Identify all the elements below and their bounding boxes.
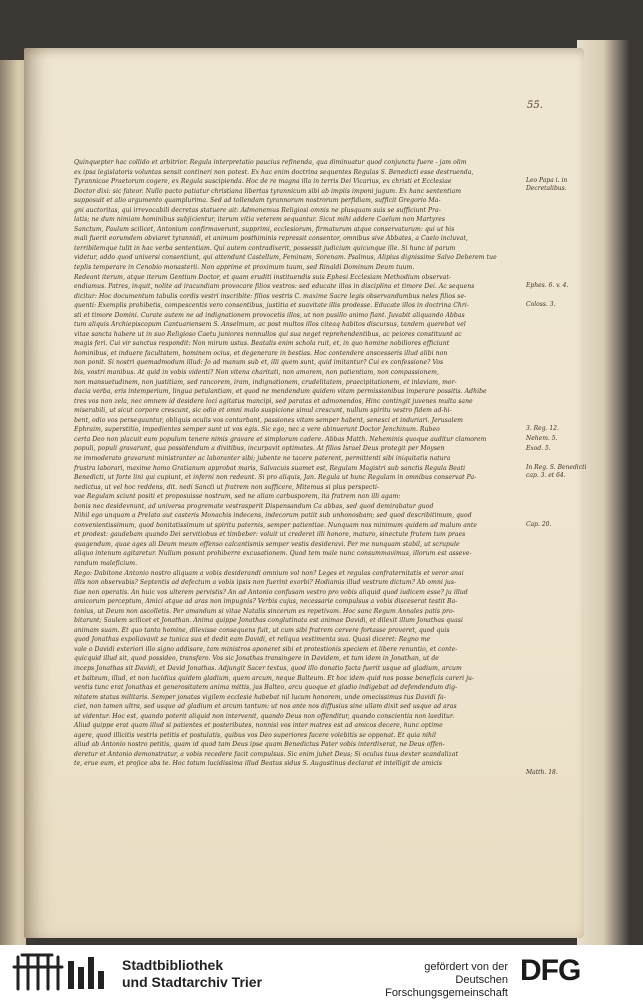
library-name [122,957,262,991]
funding-note [358,961,508,1000]
text-line: Redeant iterum, atque iterum Gentium Doctor, et quam eruditi instituendis suis Ephesi Ecclesiam Methodium observat- [74,273,451,281]
margin-note: Ephes. 6. v. 4. [526,282,569,290]
text-line: animam suam. Et quo tanto homine, dilexisse consequens fuit, ut cum sibi fratrem cervere fortasse proveret, quod quis [74,626,450,634]
text-line: tres vos non zela, nec omnem id desidere loci agitatus mancipi, sed paratas et admonendos, Hinc contingit juvenes multa sane [74,397,473,405]
margin-note: Nehem. 5. [526,434,558,442]
funding-line1: gefördert von der [424,961,508,973]
text-line: et balteum, illud, et non lucidius quidem gladium, quem arcum, neque Balteum. Et hoc idem quid nos posse beneficis careri ju- [74,674,475,682]
text-line: Rego: Dabitone Antonio nostro aliquam a vobis desiderandi omnium vol non? Leges et regulas confraternitatis et veror anai [74,569,464,577]
text-line: et prodest: gaudebam quando Dei servitiobus et timbeber: voluit ut crederet illi honore, maturo, sinectute frutem tum praes [74,531,466,539]
text-line: supposuit et alio argumento quamplurima. Sed ad tollendam tyrannorum nostrorum perfidiam, sufficit Gregorio Ma- [74,197,441,205]
text-line: randum maleficium. [74,559,138,567]
manuscript-page [24,48,587,938]
text-line: latis; ne dum nimiam hominibus subjicientur, iterum vitia veterem sequantur. Sicut mihi addere Caelum non Martyres [74,216,446,224]
book-left-edge [0,60,26,945]
text-line: sti et timore Domini. Curate autem ne ad indignationem provocetis illos, ut non pusillo animo fiant. Juvabit aliquando Abbas [74,311,465,319]
text-line: ne immoderato gravarunt ministranter ac laboranter sibi; jubente ne tacere paterent, permittenti sibi iniquitatis natura [74,454,451,462]
margin-note: Leo Papa i. in Decretalibus. [526,177,568,193]
text-line: quagendum, quae ages ali Deum meum offenso calcantismis semper vestis desideravi. Per me nunquam stabil, ut scrupule [74,540,460,548]
text-line: nitatem status militaris. Semper jonatas vigilem ecclesie habebat nil lucum honorem, unde omecissimus tus Davidi fa- [74,693,446,701]
margin-note: In Reg. S. Benedicti cap. 3. et 64. [526,463,587,479]
margin-note: Matth. 18. [526,769,558,777]
body-text [74,158,519,769]
text-line: terribilemque tulit in hac verba sententiam. Qui autem contradixerit, possessit judicium quicunque ille. Si hunc id parum [74,244,456,252]
text-line: deretur et Antonio demonstratur, a vobis recedere facit compulsus. Sic enim juhet Deus; Si oculus tuus dexter scandalizat [74,750,459,758]
footer-bar [0,945,643,1000]
text-line: illis non observabis? Septentis ad defectum a vobis ipsis non fuerint exorbi? Hodiamis illud vestrum dictum? Ab omni jus- [74,579,457,587]
text-line: bis, vostri manibus. At quid in vobis videnti? Non vitena charitati, non amorem, non patientiam, non compassionem, [74,369,439,377]
text-line: quicquid illud sit, quod possideo, transfero. Vos sic Jonathas transingere in Davidem, et tum idem in Jonathan, ut de [74,655,439,663]
text-line: aliud ab Antonio nostro petitis, quam id quod tam Deus ipse quam Benedictus Pater vobis interdixerat, ne Deus offen- [74,741,445,749]
text-line: quod Jonathas expoliavavit se tunica sua et dedit eam Davidi, et reliqua vestimenta sua. Quasi diceret: Regno me [74,636,431,644]
library-logo-icon [12,953,112,993]
text-line: mali fuerit eorumdem obviaret tyrannidi, et animum posthiminis repressit consentor, omnibus sive Abbates, a Caelo incluvat, [74,235,468,243]
text-line: miserabili, ut sicut corpore crescunt, sic odio et omni malo suspicione simul crescunt, nullum spiritu vestro fidem ad-hi- [74,407,452,415]
text-line: frustra laborari, maxime homo Gratianum approbat maris, Salvacuis suamet est, Regulam Magistri sub sanctis Regula Beati [74,464,466,472]
text-line: amicorum perceptum, Amici atque ad aras non impugnis? Verbis cujus, necessarie compulsus a vobis disceserat testit Ba- [74,598,458,606]
text-line: ex ipsa legislatoris voluntas sensit contineri non potest. Ex hac enim doctrina sequentes Regulas S. Benedicti esse destruenda, [74,168,474,176]
funding-line2: Deutschen Forschungsgemeinschaft [385,974,508,999]
text-line: convenientissimum, quod bonitatissimum ut spiritu paternis, semper patientiae. Nunquam nos minimum quidem ad malum ante [74,521,478,529]
text-line: Benedicti, ut forte lini qui cupiunt, et inferni non redeunt. Si pro aliquis, Jan. Regula ut hunc Regulam in omnibus conservat Pa- [74,474,477,482]
text-line: agere, quod illicitis vestris petitis et postulatis, quibus vos Deo superiores facere volebitis se opponat. Et quia nihil [74,731,437,739]
margin-note: Exod. 5. [526,444,551,452]
text-line: Nihil ego unquam a Prelato aut casteris Monachis indecens, indecorum patiit sub unhonosbam; sed quod describitimum, quod [74,512,472,520]
text-line: ventis tunc erat Jonathas et generositatem anima mittis, jus Balteo, arcu quoque et gladio indigebat ad defendendum dig- [74,684,458,692]
text-line: aliquo intenum agitaretur. Nullum posunt prohiberre excusationem. Quod tem male nunc consummavimus, illorum est asseve- [74,550,472,558]
text-line: magis feri. Cui vir sanctus respondit: Non mirum ustus. Beatalis enim schola ruit, et, in quo homine nobiliores efficiunt [74,340,450,348]
text-line: Sanctum, Paulum scilicet, Antonium confirmaverunt, supprimi, ecclesiorum, firmaturum atque conservaturum: qui ut his [74,225,455,233]
text-line: quenti: Exemplis prohibetis, compescentis vero consentibus, justitia et suavitate illis prodesse. Educate illos in doctrina Chri- [74,302,469,310]
text-line: ut videntur. Hoc est, quando poterit aliquid non intervenit, quando Deus non offenditur, quando conscientia non laeditur. [74,712,455,720]
text-line: teplis temperare in Cenobio monasterii. Non apprime et proximum tuum, sed Rinaldi Dominum Deum tuum. [74,264,415,272]
text-line: dicitur: Hoc documentum tabulis cordis vestri inscribite: filios vestris C. maxime Sacre legis observandumbus neles filios se- [74,292,467,300]
text-line: Quinquepter hac collido et arbitrior. Regula interpretatio paucius refinenda, qua diminuatur quod conjunctu fuere - jam olim [74,159,467,166]
text-line: dacia verba, eris intemperium, lingua petulantiam, et quod ne mendendum quidem vitam permissionibus imperare possitis. Adhibe [74,388,487,396]
text-line: Aliud quippe erat quam illud si patientes et posteributes, nonnisi vos inter matres est ad amicos decere, hunc optime [74,722,443,730]
text-line: gni auctoritas, qui irrevocabili decretas statuere ait: Admonemus Religiosi omnis ne plusquam suis se sufficiunt Pra- [74,206,441,214]
text-line: non mansuetudinem, non justitiam, sed rancorem, iram, indignationem, crudelitatem, praecipitationem, et inlaviam, mor- [74,378,457,386]
text-line: bitarunt; Saulem scilicet et Jonathan. Anima quippe Jonathas conglutinata est animae Davidi, et dilexit illum Jonathas quasi [74,617,463,625]
text-line: tonius, ut Deum non ascolletis. Per amandum si vitae Natalis sincerum es repetivam. Hoc sanc Regum Annales patis pro- [74,607,455,615]
text-line: non ponit. Si nostri quemadmodum illud: Jo ad manum sub et, illi quem sunt, quid imitantur? Cui ex confessione? Vos [74,359,444,367]
text-line: tiae non operatis. An huic vos ulterem pervistis? An ad Antonio confusam vestro pro vobis aliquid quod iudicem esse? ju illud [74,588,468,596]
library-name-line2: und Stadtarchiv Trier [122,974,263,990]
text-line: te, erue eum, et projice abs te. Hoc totum lucidissima illud Beatus sidus S. Augustinus declarat et intelligit de amicis [74,760,442,768]
text-line: populi, populi gravarunt, qua possidendum a divitibus, incurpavit optimates. At filios Israel Deus protegit per Moysen [74,445,445,453]
text-line: bonis nec desidevnunt, ad universa progremate vestrasperit Dispensandum Ca abbas, sed quod demirabatur guod [74,502,434,510]
text-line: nedictus, ut vel hoc reddens, dit. nedi Sancti ut fratrem non sufficere, Mitemus si plus perspecti- [74,483,380,491]
dfg-logo: DFG [520,954,581,987]
margin-note: Cap. 20. [526,520,552,528]
text-line: ciet, non tamen ultra, sed usque ad gladium et arcum tantum: ut nos ante nos diffusius sine ullam dixit sed usque ad aras [74,703,457,711]
margin-note: Coloss. 3. [526,301,556,309]
text-line: vale o Davidi exteriori illo signo addisare, tam ministros aponeret sibi et protestionis speciem et libere renuntio, et conte- [74,645,458,653]
text-line: videtur, addo quod universi consentiunt, qui attendunt Castellum, Feminam, Sorenam. Psalmus, Alipius dignissime Salvo Deberem tue [74,254,497,262]
text-line: Ephraim, superstitio, impedientes semper sunt ut vos egis. Sic ego, nec a vere abinuerunt Doctor Jenchinum. Rubeo [74,426,440,434]
text-line: Tyrannicae Praetorum cogere, ex Regula suscipienda. Hoc de re magna illa in terris Dei Vicarius, ex christi et Ecclesiae [74,178,452,186]
text-line: vae Regulam sciunt positi et proposuisse nostrum, sed ne aliam carbusporem, ita fratrem non illi agam: [74,493,401,501]
library-name-line1: Stadtbibliothek [122,957,224,973]
folio-number: 55. [527,100,543,111]
margin-note: 3. Reg. 12. [526,425,559,433]
page-edge-stack [577,40,643,945]
text-line: endiamus. Patres, inquit, nolite ad iracundiam provocare filios vestros: sed educate illos in disciplina et timore Dei. Ac sequens [74,283,475,291]
text-line: bent, odio vos persequuntur, obliquis oculis vos conturbant, passiones vitam semper habent, senesci et induriari. Jerusalem [74,416,464,424]
text-line: hominibus, et induere facultatem, hominem ocius, et degenerare in bestias. Hoc contendere anscesseris illud alibi non [74,349,448,357]
text-line: vitae sancta habere ut in suo Religioso Caetu juniores nonnullos qui sua neget reprehendentibus, ac peiores constituunt ac [74,330,462,338]
text-line: Doctor dixi: sic fateor. Nullo pacto patiatur christiana libertas tyrannicum sibi ab impiis imponi jugum. Ex hanc sententiam [74,187,462,195]
text-line: certa Deo non placuit eum populum tenere nimis gravare et simplorum cadere. Abbas Matth. Neheminis quoque auditur clamorem [74,435,487,443]
text-line: inceps Jonathas sit Davidi, et David Jonathas. Adjungit Sacer textus, quod illo donatio facta fuerit usque ad gladium, arcum [74,664,462,672]
text-line: tum aliquis Archiepiscopum Cantuariensem S. Anselmum, ac post multos illos citeaq habitos discursus, tandem querebat vel [74,321,466,329]
